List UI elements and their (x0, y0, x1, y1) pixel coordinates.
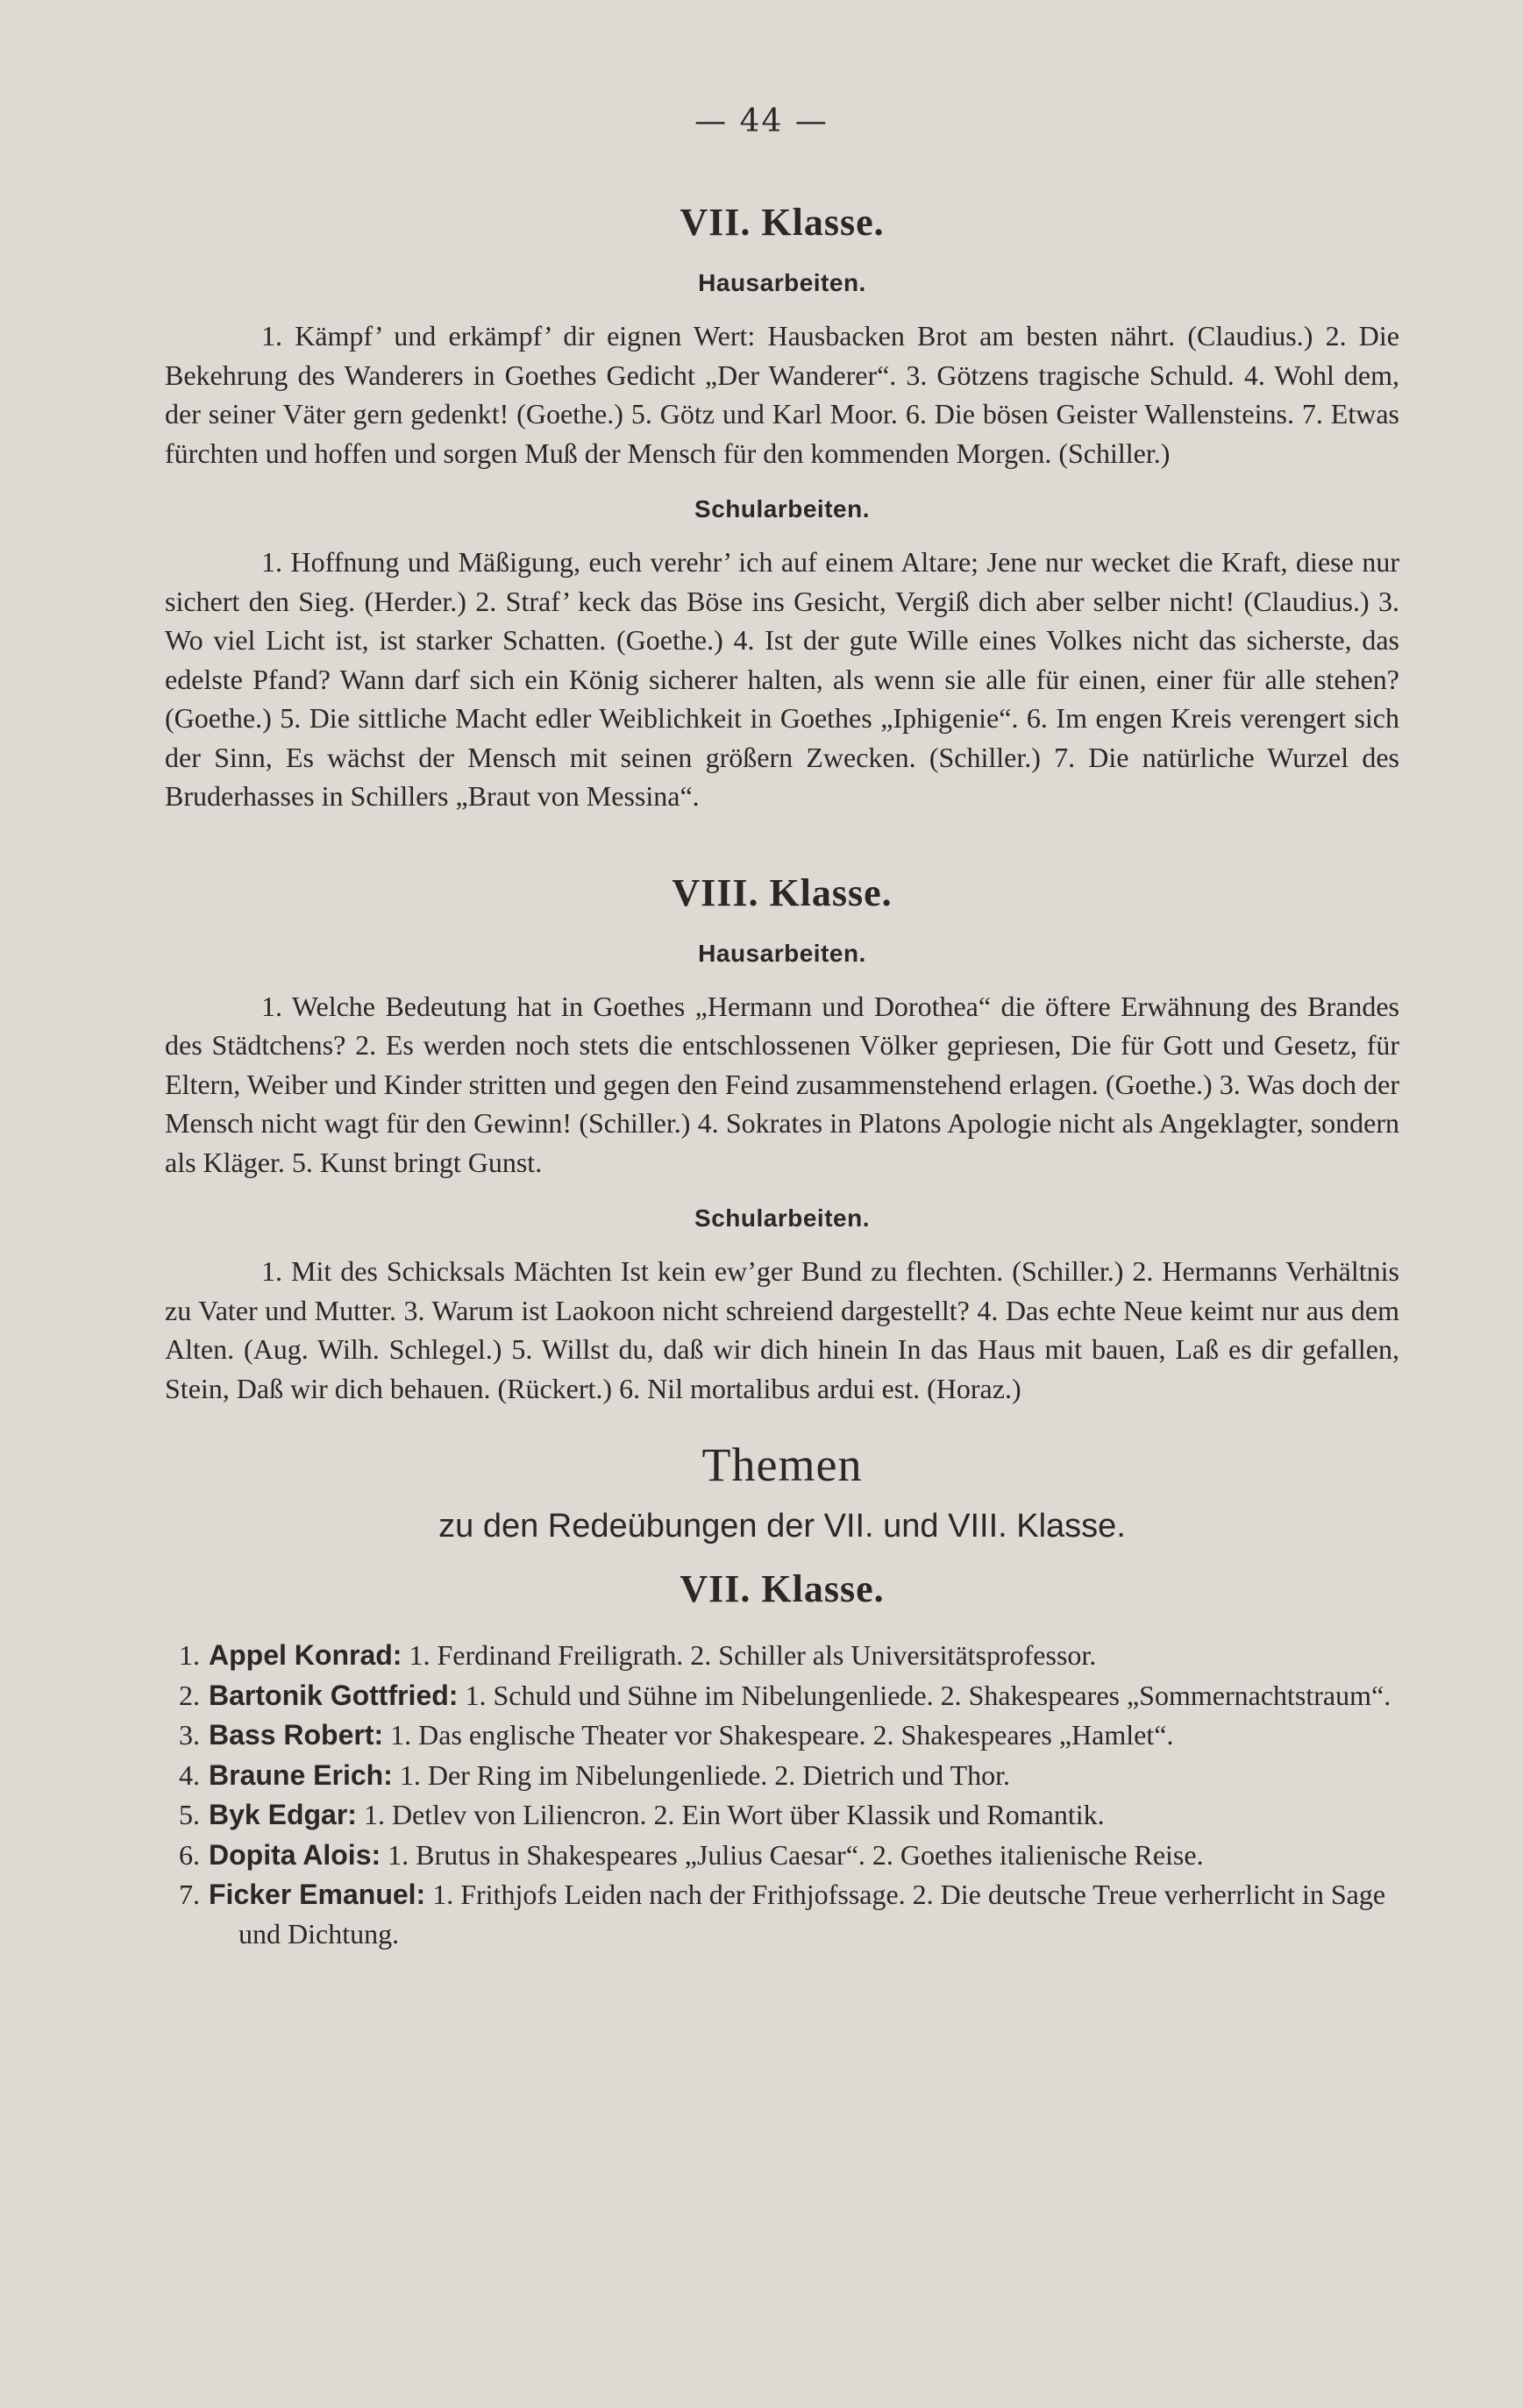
topic-text: 1. Frithjofs Leiden nach der Frithjofssage. 2. Die deutsche Treue verherrlicht in Sage und Dichtung. (238, 1879, 1386, 1950)
list-item (165, 1676, 1399, 1715)
student-name: Dopita Alois: (209, 1838, 381, 1871)
section-heading-vii: VII. Klasse. (680, 201, 885, 244)
student-name: Byk Edgar: (209, 1799, 357, 1830)
list-item (165, 1636, 1399, 1675)
page-content (165, 200, 1399, 1954)
themen-list (165, 1636, 1399, 1953)
topic-text: 1. Brutus in Shakespeares „Julius Caesar“. 2. Goethes italienische Reise. (388, 1838, 1204, 1871)
page-number: — 44 — (694, 103, 829, 139)
paragraph-hausarbeiten-vii: 1. Kämpf’ und erkämpf’ dir eignen Wert: Hausbacken Brot am besten nährt. (Claudius.) 2. Die Bekehrung des Wanderers in Goethes Gedicht „Der Wanderer“. 3. Götzens tragische Schuld. 4. Wohl dem, der seiner Väter gern gedenkt! (Goethe.) 5. Götz und Karl Moor. 6. Die bösen Geister Wallensteins. 7. Etwas fürchten und hoffen und sorgen Muß der Mensch für den kommenden Morgen. (Schiller.) (165, 320, 1399, 469)
item-number: 5. (179, 1799, 200, 1830)
student-name: Braune Erich: (209, 1758, 393, 1791)
subheading-schularbeiten-viii: Schularbeiten. (694, 1204, 870, 1232)
student-name: Bass Robert: (209, 1719, 384, 1751)
paragraph-schularbeiten-vii: 1. Hoffnung und Mäßigung, euch verehr’ ich auf einem Altare; Jene nur wecket die Kraft, diese nur sichert den Sieg. (Herder.) 2. Straf’ keck das Böse ins Gesicht, Vergiß dich aber selber nicht! (Claudius.) 3. Wo viel Licht ist, ist starker Schatten. (Goethe.) 4. Ist der gute Wille eines Volkes nicht das sicherste, das edelste Pfand? Wann darf sich ein König sicherer halten, als wenn sie alle für einen, einer für alle stehen? (Goethe.) 5. Die sittliche Macht edler Weiblichkeit in Goethes „Iphigenie“. 6. Im engen Kreis verengert sich der Sinn, Es wächst der Mensch mit seinen größern Zwecken. (Schiller.) 7. Die natürliche Wurzel des Bruderhasses in Schillers „Braut von Messina“. (165, 546, 1399, 812)
list-item (165, 1756, 1399, 1795)
item-number: 6. (179, 1838, 200, 1871)
student-name: Appel Konrad: (209, 1639, 402, 1671)
subheading-schularbeiten-vii: Schularbeiten. (694, 495, 870, 522)
student-name: Ficker Emanuel: (209, 1879, 426, 1910)
topic-text: 1. Der Ring im Nibelungenliede. 2. Dietrich und Thor. (399, 1758, 1010, 1791)
list-item (165, 1836, 1399, 1875)
themen-subtitle: zu den Redeübungen der VII. und VIII. Klasse. (438, 1508, 1126, 1545)
topic-text: 1. Detlev von Liliencron. 2. Ein Wort über Klassik und Romantik. (363, 1799, 1105, 1830)
item-number: 2. (179, 1679, 200, 1711)
paragraph-schularbeiten-viii: 1. Mit des Schicksals Mächten Ist kein ew’ger Bund zu flechten. (Schiller.) 2. Hermanns Verhältnis zu Vater und Mutter. 3. Warum ist Laokoon nicht schreiend dargestellt? 4. Das echte Neue keimt nur aus dem Alten. (Aug. Wilh. Schlegel.) 5. Willst du, daß wir dich hinein In das Haus mit bauen, Laß es dir gefallen, Stein, Daß wir dich behauen. (Rückert.) 6. Nil mortalibus ardui est. (Horaz.) (165, 1255, 1399, 1404)
paragraph-hausarbeiten-viii: 1. Welche Bedeutung hat in Goethes „Hermann und Dorothea“ die öftere Erwähnung des Brandes des Städtchens? 2. Es werden noch stets die entschlossenen Völker gepriesen, Die für Gott und Gesetz, für Eltern, Weiber und Kinder stritten und gegen den Feind zusammenstehend erlagen. (Goethe.) 3. Was doch der Mensch nicht wagt für den Gewinn! (Schiller.) 4. Sokrates in Platons Apologie nicht als Angeklagter, sondern als Kläger. 5. Kunst bringt Gunst. (165, 990, 1399, 1178)
themen-title: Themen (701, 1438, 863, 1491)
topic-text: 1. Ferdinand Freiligrath. 2. Schiller als Universitätsprofessor. (409, 1639, 1097, 1671)
section-heading-viii: VIII. Klasse. (672, 870, 893, 914)
subheading-hausarbeiten-vii: Hausarbeiten. (698, 269, 866, 296)
item-number: 3. (179, 1719, 200, 1751)
themen-klasse-heading: VII. Klasse. (680, 1567, 885, 1610)
item-number: 4. (179, 1758, 200, 1791)
list-item (165, 1795, 1399, 1835)
list-item (165, 1715, 1399, 1755)
item-number: 1. (179, 1639, 200, 1671)
subheading-hausarbeiten-viii: Hausarbeiten. (698, 939, 866, 967)
topic-text: 1. Das englische Theater vor Shakespeare. 2. Shakespeares „Hamlet“. (390, 1719, 1174, 1751)
student-name: Bartonik Gottfried: (209, 1679, 459, 1711)
topic-text: 1. Schuld und Sühne im Nibelungenliede. 2. Shakespeares „Sommernachtstraum“. (465, 1679, 1391, 1711)
item-number: 7. (179, 1879, 200, 1910)
list-item (165, 1875, 1399, 1953)
